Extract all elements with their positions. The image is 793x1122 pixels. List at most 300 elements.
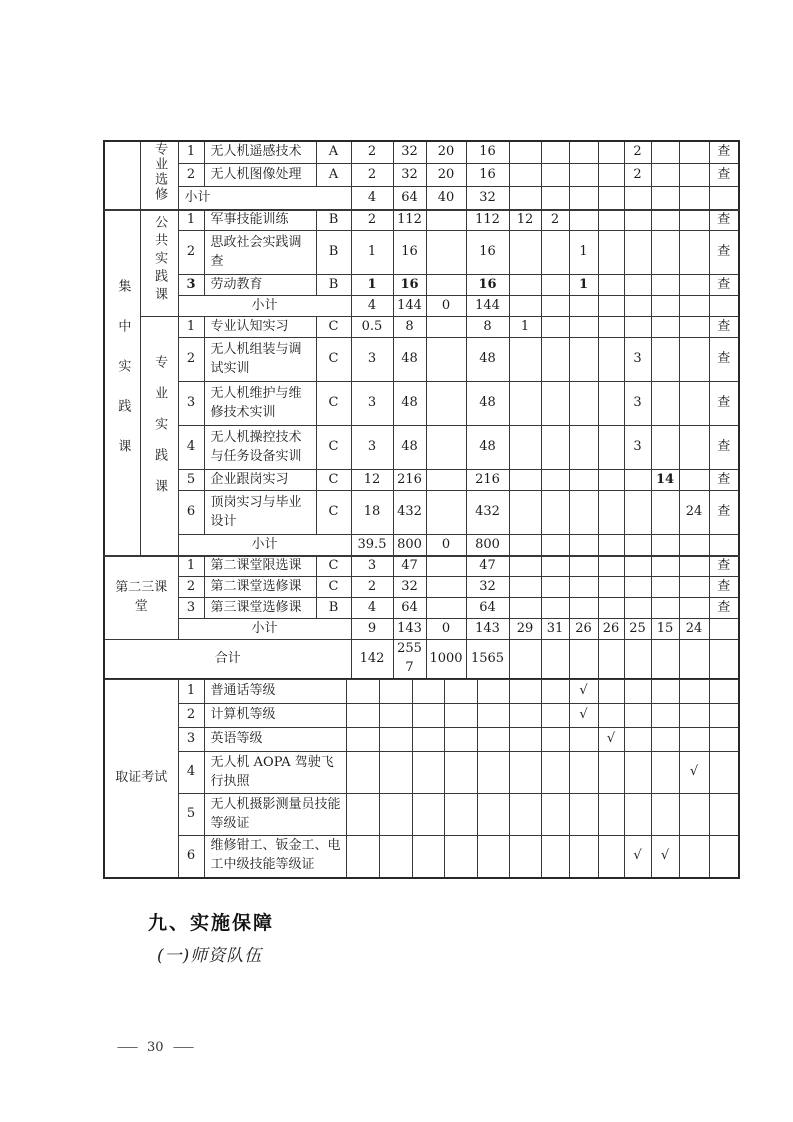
table-cell: 40	[426, 187, 466, 210]
table-cell	[598, 210, 624, 231]
theory-hours-cell: 20	[426, 164, 466, 187]
table-cell	[426, 382, 466, 426]
type-cell: A	[316, 141, 351, 164]
cert-name-cell: 普通话等级	[204, 680, 346, 704]
practice-hours-cell: 8	[466, 317, 509, 338]
course-name-cell: 劳动教育	[204, 275, 316, 296]
table-cell	[426, 275, 466, 296]
table-cell	[412, 704, 444, 728]
table-cell	[624, 556, 651, 577]
table-cell	[679, 556, 709, 577]
total-hours-cell: 8	[393, 317, 426, 338]
index-cell: 2	[178, 704, 204, 728]
footer-dash-left: —	[116, 1040, 139, 1055]
cert-name-cell: 维修钳工、钣金工、电工中级技能等级证	[204, 836, 346, 878]
table-cell	[598, 187, 624, 210]
semester-cell: 29	[509, 619, 541, 640]
subcategory-label: 公共实践课	[140, 210, 178, 317]
table-cell	[598, 704, 624, 728]
table-cell	[651, 338, 679, 382]
table-cell	[541, 836, 569, 878]
index-cell: 2	[178, 577, 204, 598]
table-cell	[598, 426, 624, 470]
table-cell	[569, 210, 598, 231]
table-cell	[426, 577, 466, 598]
table-cell	[541, 187, 569, 210]
table-cell	[426, 470, 466, 491]
table-cell	[651, 680, 679, 704]
practice-hours-cell: 47	[466, 556, 509, 577]
practice-hours-cell: 16	[466, 275, 509, 296]
table-cell	[346, 836, 379, 878]
table-cell	[624, 470, 651, 491]
credit-cell: 2	[351, 210, 393, 231]
table-cell	[624, 231, 651, 275]
table-cell	[412, 728, 444, 752]
type-cell: C	[316, 491, 351, 535]
theory-hours-cell: 20	[426, 141, 466, 164]
table-cell	[709, 794, 739, 836]
section-label: 第二三课堂	[104, 556, 178, 640]
page-number: 30	[147, 1040, 164, 1055]
table-cell	[624, 704, 651, 728]
credit-cell: 2	[351, 164, 393, 187]
index-cell: 6	[178, 836, 204, 878]
table-cell	[651, 640, 679, 679]
table-cell	[709, 187, 739, 210]
assess-cell: 查	[709, 338, 739, 382]
section-label: 取证考试	[104, 680, 178, 878]
semester-cell: 12	[509, 210, 541, 231]
table-cell	[624, 317, 651, 338]
table-cell	[598, 296, 624, 317]
course-name-cell: 无人机遥感技术	[204, 141, 316, 164]
credit-cell: 3	[351, 556, 393, 577]
checkmark-cell: √	[679, 752, 709, 794]
practice-hours-cell: 64	[466, 598, 509, 619]
total-hours-cell: 112	[393, 210, 426, 231]
index-cell: 3	[178, 275, 204, 296]
table-cell	[709, 296, 739, 317]
table-cell	[477, 752, 509, 794]
total-hours-cell: 32	[393, 164, 426, 187]
table-cell	[541, 640, 569, 679]
table-cell	[598, 752, 624, 794]
table-cell	[541, 704, 569, 728]
semester-cell: 24	[679, 619, 709, 640]
index-cell: 1	[178, 210, 204, 231]
table-cell	[477, 728, 509, 752]
table-cell	[569, 491, 598, 535]
practice-hours-cell: 16	[466, 141, 509, 164]
table-cell	[679, 187, 709, 210]
table-cell	[679, 296, 709, 317]
semester-cell: 2	[541, 210, 569, 231]
table-cell	[346, 704, 379, 728]
table-cell	[569, 296, 598, 317]
table-cell	[624, 598, 651, 619]
table-cell	[709, 752, 739, 794]
index-cell: 2	[178, 338, 204, 382]
credit-cell: 3	[351, 382, 393, 426]
type-cell: B	[316, 210, 351, 231]
checkmark-cell: √	[598, 728, 624, 752]
table-cell	[569, 640, 598, 679]
table-cell	[541, 141, 569, 164]
table-cell	[541, 382, 569, 426]
table-cell	[651, 752, 679, 794]
table-cell: 4	[351, 187, 393, 210]
assess-cell: 查	[709, 164, 739, 187]
total-hours-cell: 32	[393, 577, 426, 598]
table-cell	[624, 577, 651, 598]
index-cell: 3	[178, 382, 204, 426]
table-cell	[477, 704, 509, 728]
practice-hours-cell: 32	[466, 577, 509, 598]
assess-cell: 查	[709, 317, 739, 338]
practice-hours-cell: 48	[466, 338, 509, 382]
cert-name-cell: 计算机等级	[204, 704, 346, 728]
total-hours-cell: 32	[393, 141, 426, 164]
table-cell	[679, 275, 709, 296]
table-cell	[709, 704, 739, 728]
cert-name-cell: 无人机 AOPA 驾驶飞行执照	[204, 752, 346, 794]
credit-cell: 12	[351, 470, 393, 491]
table-cell	[541, 164, 569, 187]
table-cell	[541, 598, 569, 619]
checkmark-cell: √	[569, 680, 598, 704]
table-cell	[569, 187, 598, 210]
table-cell	[624, 535, 651, 556]
total-hours-cell: 48	[393, 426, 426, 470]
table-cell	[569, 728, 598, 752]
semester-cell: 24	[679, 491, 709, 535]
assess-cell: 查	[709, 141, 739, 164]
table-cell	[679, 598, 709, 619]
course-name-cell: 第二课堂选修课	[204, 577, 316, 598]
table-cell	[541, 556, 569, 577]
practice-hours-cell: 48	[466, 426, 509, 470]
table-cell: 39.5	[351, 535, 393, 556]
table-cell	[569, 317, 598, 338]
table-cell	[679, 470, 709, 491]
credit-cell: 142	[351, 640, 393, 679]
total-hours-cell: 216	[393, 470, 426, 491]
table-cell	[624, 640, 651, 679]
table-cell	[598, 535, 624, 556]
table-cell	[509, 728, 541, 752]
credit-cell: 1	[351, 231, 393, 275]
assess-cell: 查	[709, 470, 739, 491]
table-cell: 4	[351, 296, 393, 317]
table-cell: 800	[393, 535, 426, 556]
table-cell	[569, 535, 598, 556]
course-name-cell: 思政社会实践调查	[204, 231, 316, 275]
table-cell	[598, 275, 624, 296]
table-cell	[379, 794, 412, 836]
category-label: 集中实践课	[104, 210, 140, 556]
table-cell	[709, 535, 739, 556]
semester-cell: 14	[651, 470, 679, 491]
table-cell	[509, 426, 541, 470]
index-cell: 2	[178, 164, 204, 187]
table-cell	[541, 577, 569, 598]
total-hours-cell: 16	[393, 275, 426, 296]
table-cell	[509, 556, 541, 577]
table-cell	[541, 794, 569, 836]
table-cell	[379, 680, 412, 704]
table-cell	[477, 680, 509, 704]
table-cell	[598, 231, 624, 275]
credit-cell: 4	[351, 598, 393, 619]
semester-cell: 2	[624, 164, 651, 187]
credit-cell: 18	[351, 491, 393, 535]
table-cell	[426, 426, 466, 470]
type-cell: C	[316, 556, 351, 577]
table-cell	[569, 752, 598, 794]
checkmark-cell: √	[651, 836, 679, 878]
table-cell	[541, 338, 569, 382]
index-cell: 2	[178, 231, 204, 275]
table-cell	[569, 598, 598, 619]
table-cell	[569, 164, 598, 187]
semester-cell: 2	[624, 141, 651, 164]
practice-hours-cell: 216	[466, 470, 509, 491]
table-cell	[598, 556, 624, 577]
table-cell	[509, 187, 541, 210]
table-cell	[651, 426, 679, 470]
table-cell	[651, 141, 679, 164]
table-cell	[346, 752, 379, 794]
table-cell	[541, 491, 569, 535]
credit-cell: 1	[351, 275, 393, 296]
table-cell	[426, 556, 466, 577]
table-cell	[679, 836, 709, 878]
table-cell	[509, 577, 541, 598]
type-cell: C	[316, 317, 351, 338]
table-cell	[679, 535, 709, 556]
table-cell	[679, 317, 709, 338]
table-cell	[651, 535, 679, 556]
table-cell	[444, 704, 477, 728]
credit-cell: 3	[351, 426, 393, 470]
table-cell	[509, 836, 541, 878]
table-cell	[651, 491, 679, 535]
practice-hours-cell: 112	[466, 210, 509, 231]
table-cell	[509, 640, 541, 679]
course-name-cell: 无人机图像处理	[204, 164, 316, 187]
table-cell	[444, 836, 477, 878]
table-cell	[569, 338, 598, 382]
table-cell	[598, 141, 624, 164]
table-cell	[569, 836, 598, 878]
course-name-cell: 企业跟岗实习	[204, 470, 316, 491]
table-cell	[651, 577, 679, 598]
type-cell: C	[316, 577, 351, 598]
type-cell: C	[316, 338, 351, 382]
index-cell: 1	[178, 680, 204, 704]
subtotal-label: 小计	[178, 187, 351, 210]
table-cell	[509, 382, 541, 426]
table-cell	[426, 210, 466, 231]
table-cell	[509, 470, 541, 491]
table-cell	[509, 491, 541, 535]
table-cell	[709, 640, 739, 679]
subcategory-label: 专业选修	[140, 141, 178, 210]
table-cell: 32	[466, 187, 509, 210]
table-cell: 0	[426, 619, 466, 640]
table-cell	[477, 794, 509, 836]
subtotal-label: 小计	[178, 296, 351, 317]
table-cell	[651, 556, 679, 577]
table-cell	[379, 836, 412, 878]
table-cell: 144	[466, 296, 509, 317]
table-cell	[569, 426, 598, 470]
table-cell	[598, 680, 624, 704]
assess-cell: 查	[709, 577, 739, 598]
table-cell	[379, 728, 412, 752]
total-hours-cell: 48	[393, 338, 426, 382]
table-cell	[541, 470, 569, 491]
credit-cell: 0.5	[351, 317, 393, 338]
semester-cell: 15	[651, 619, 679, 640]
table-cell	[509, 752, 541, 794]
table-cell	[709, 836, 739, 878]
curriculum-table-certs	[103, 679, 740, 879]
table-cell	[569, 794, 598, 836]
table-cell	[569, 577, 598, 598]
practice-hours-cell: 1565	[466, 640, 509, 679]
table-cell	[541, 535, 569, 556]
table-cell: 144	[393, 296, 426, 317]
table-cell	[598, 164, 624, 187]
assess-cell: 查	[709, 491, 739, 535]
table-cell	[624, 275, 651, 296]
table-cell	[679, 231, 709, 275]
practice-hours-cell: 16	[466, 164, 509, 187]
table-cell	[444, 752, 477, 794]
table-cell	[651, 187, 679, 210]
credit-cell: 2	[351, 141, 393, 164]
table-cell	[598, 640, 624, 679]
curriculum-table-area	[103, 140, 739, 879]
table-cell	[624, 728, 651, 752]
table-cell	[651, 382, 679, 426]
category-cell-empty	[104, 141, 140, 210]
assess-cell: 查	[709, 210, 739, 231]
cert-name-cell: 英语等级	[204, 728, 346, 752]
table-cell	[541, 317, 569, 338]
table-cell	[624, 752, 651, 794]
assess-cell: 查	[709, 231, 739, 275]
table-cell	[651, 231, 679, 275]
table-cell	[679, 164, 709, 187]
main-tbody	[104, 141, 739, 679]
table-cell	[509, 338, 541, 382]
table-cell: 0	[426, 296, 466, 317]
table-cell	[651, 598, 679, 619]
theory-hours-cell: 1000	[426, 640, 466, 679]
course-name-cell: 无人机维护与维修技术实训	[204, 382, 316, 426]
course-name-cell: 专业认知实习	[204, 317, 316, 338]
table-cell	[709, 728, 739, 752]
table-cell	[709, 680, 739, 704]
table-cell	[541, 728, 569, 752]
table-cell	[651, 275, 679, 296]
table-cell	[624, 491, 651, 535]
table-cell	[709, 619, 739, 640]
table-cell	[598, 794, 624, 836]
table-cell	[598, 317, 624, 338]
total-hours-cell: 47	[393, 556, 426, 577]
course-name-cell: 无人机操控技术与任务设备实训	[204, 426, 316, 470]
table-cell	[679, 382, 709, 426]
table-cell	[379, 752, 412, 794]
total-hours-cell: 2557	[393, 640, 426, 679]
index-cell: 4	[178, 426, 204, 470]
table-cell	[651, 296, 679, 317]
table-cell	[624, 187, 651, 210]
type-cell: A	[316, 164, 351, 187]
table-cell	[679, 680, 709, 704]
type-cell: C	[316, 470, 351, 491]
table-cell	[412, 794, 444, 836]
table-cell	[598, 470, 624, 491]
table-cell	[509, 680, 541, 704]
table-cell	[679, 728, 709, 752]
table-cell	[444, 794, 477, 836]
cert-tbody	[104, 680, 739, 878]
table-cell	[679, 794, 709, 836]
assess-cell: 查	[709, 382, 739, 426]
table-cell	[541, 296, 569, 317]
total-hours-cell: 64	[393, 598, 426, 619]
cert-name-cell: 无人机摄影测量员技能等级证	[204, 794, 346, 836]
type-cell: B	[316, 598, 351, 619]
table-cell	[444, 728, 477, 752]
semester-cell: 25	[624, 619, 651, 640]
table-cell: 800	[466, 535, 509, 556]
subtotal-label: 小计	[178, 535, 351, 556]
semester-cell: 26	[569, 619, 598, 640]
table-cell	[509, 231, 541, 275]
table-cell	[379, 704, 412, 728]
assess-cell: 查	[709, 275, 739, 296]
subsection-heading: (一)师资队伍	[157, 946, 263, 966]
table-cell	[598, 836, 624, 878]
course-name-cell: 军事技能训练	[204, 210, 316, 231]
semester-cell: 1	[569, 231, 598, 275]
total-hours-cell: 432	[393, 491, 426, 535]
table-cell	[541, 680, 569, 704]
table-cell	[624, 296, 651, 317]
table-cell	[541, 752, 569, 794]
subtotal-label: 小计	[178, 619, 351, 640]
table-cell	[598, 598, 624, 619]
table-cell	[679, 577, 709, 598]
type-cell: B	[316, 275, 351, 296]
semester-cell: 26	[598, 619, 624, 640]
table-cell	[426, 338, 466, 382]
practice-hours-cell: 16	[466, 231, 509, 275]
semester-cell: 1	[569, 275, 598, 296]
table-cell	[509, 296, 541, 317]
table-cell: 143	[466, 619, 509, 640]
table-cell	[477, 836, 509, 878]
table-cell	[346, 728, 379, 752]
table-cell	[444, 680, 477, 704]
table-cell	[412, 752, 444, 794]
